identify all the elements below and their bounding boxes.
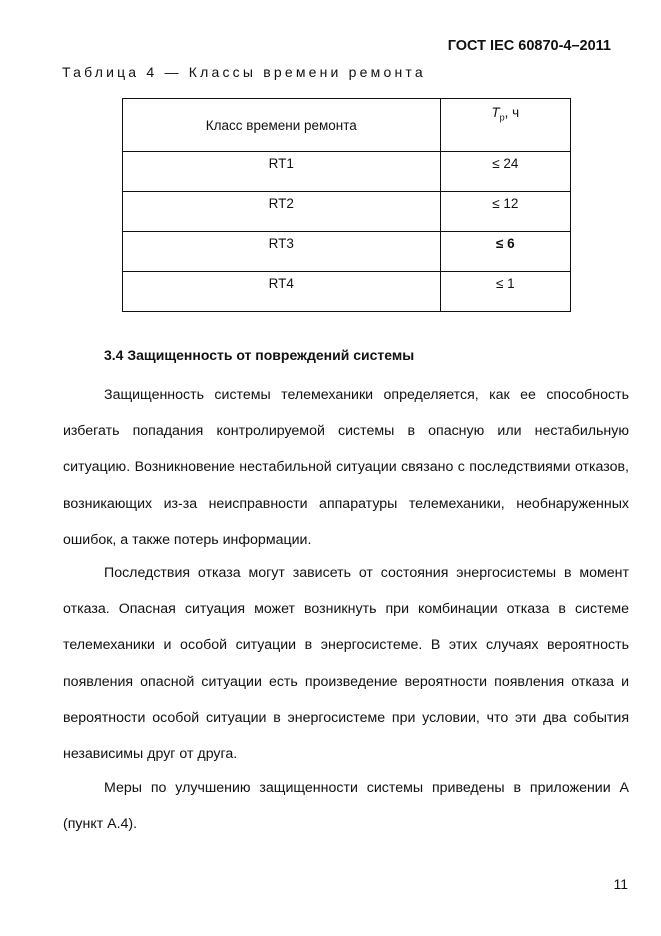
table-row [123,152,571,192]
table-row [123,272,571,312]
class-cell: RT3 [123,232,441,272]
table-caption: Таблица 4 — Классы времени ремонта [62,64,426,80]
table-header-row [123,99,571,152]
paragraph: Меры по улучшению защищенности системы приведены в приложении А (пункт А.4). [63,780,629,833]
table-row [123,232,571,272]
table-row [123,192,571,232]
time-cell: ≤ 1 [440,272,570,312]
time-cell: ≤ 24 [440,152,570,192]
header-class: Класс времени ремонта [123,99,441,152]
header-time [440,99,570,152]
section-title: 3.4 Защищенность от повреждений системы [104,347,415,363]
header-time-subscript: р [499,112,505,123]
paragraph: Защищенность системы телемеханики определяется, как ее способность избегать попадания контролируемой системы в опасную или нестабильную ситуацию. Возникновение нестабильной ситуации связано с последствиями отказов, возникающих из-за неисправности аппаратуры телемеханики, необнаруженных ошибок, а также потерь информации. [63,387,629,548]
time-cell: ≤ 6 [440,232,570,272]
header-time-symbol: T [491,105,500,120]
repair-time-table [122,98,571,312]
header-time-unit: , ч [504,105,520,120]
document-code: ГОСТ IEC 60870-4–2011 [447,38,611,54]
time-cell: ≤ 12 [440,192,570,232]
class-cell: RT1 [123,152,441,192]
class-cell: RT4 [123,272,441,312]
class-cell: RT2 [123,192,441,232]
page-number: 11 [613,876,628,892]
paragraph: Последствия отказа могут зависеть от состояния энергосистемы в момент отказа. Опасная ситуация может возникнуть при комбинации отказа в системе телемеханики и особой ситуации в энергосистеме. В этих случаях вероятность появления опасной ситуации есть произведение вероятности появления отказа и вероятности особой ситуации в энергосистеме при условии, что эти два события независимы друг от друга. [63,565,629,763]
